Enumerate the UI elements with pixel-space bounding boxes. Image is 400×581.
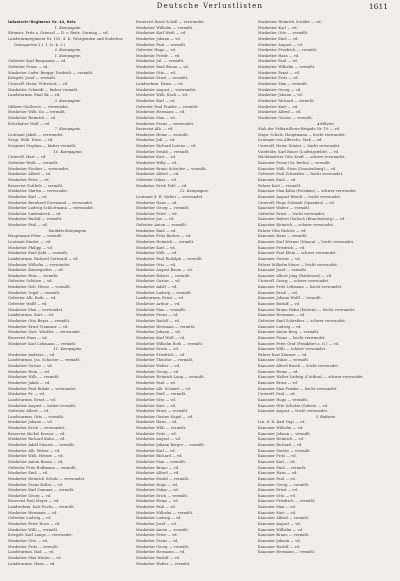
casualty-entry: Musketier Hermann — vd. bbox=[136, 550, 186, 555]
casualty-entry: Musketier Karl — vd. bbox=[136, 98, 176, 103]
casualty-entry: Musketier Johann — vd. bbox=[258, 93, 303, 98]
casualty-entry: Musketier Martin — verwundet. bbox=[8, 189, 69, 194]
casualty-entry: Musketier Karl — vd. bbox=[8, 194, 48, 199]
casualty-entry: Leutnant d. R. Walter — verwundet. bbox=[136, 194, 204, 199]
casualty-entry: Musketier Hermann — vermißt. bbox=[136, 324, 196, 329]
casualty-entry: Musketier Philipp — vd. bbox=[8, 245, 54, 250]
casualty-entry: Kanonier Heinz — vd. bbox=[258, 369, 299, 374]
casualty-entry: Landsturmm. Richard Gottwald — vd. bbox=[8, 256, 79, 261]
casualty-entry: Musketier Georg — vermißt. bbox=[136, 206, 190, 211]
casualty-entry: Kanonier Richard — vd. bbox=[258, 443, 303, 448]
casualty-entry: Musketier Karl Sommer — vermißt. bbox=[8, 488, 75, 493]
casualty-entry: Musketier Wilhelm — vermißt. bbox=[258, 65, 316, 70]
casualty-entry: Musketier Heinz — vd. bbox=[136, 499, 179, 504]
casualty-entry: Kanonier Wilhelm — vd. bbox=[258, 426, 304, 431]
casualty-entry: Kanonier Ernst — vd. bbox=[258, 381, 299, 385]
unit-heading: Infanterie-Regiment Nr. 44, Reiz bbox=[8, 20, 76, 24]
casualty-entry: Musketier Emil — vd. bbox=[258, 36, 299, 41]
section-heading: 7. Kompagnie. bbox=[54, 127, 82, 132]
casualty-entry: Musketier Karl — vd. bbox=[258, 25, 298, 30]
casualty-entry: Kanonier Johann — vd. bbox=[258, 538, 301, 543]
casualty-entry: Reservist Michel Krause — vd. bbox=[8, 431, 66, 436]
casualty-entry: Fahrer Kurt Zimmer — vd. bbox=[258, 352, 308, 357]
casualty-entry: Musketier Oskar — vd. bbox=[136, 488, 179, 493]
casualty-entry: Musketier Georg — vd. bbox=[8, 493, 52, 498]
casualty-entry: Musketier Alfred — vd. bbox=[136, 471, 180, 476]
casualty-entry: Musketier Johann — vd. bbox=[8, 420, 53, 425]
casualty-entry: Reservist Haas — vd. bbox=[8, 335, 48, 340]
casualty-entry: Kanonier Paul Klein — schwer verwundet. bbox=[258, 251, 337, 256]
casualty-entry: Kriegsfr. Josef — vermißt. bbox=[8, 76, 57, 81]
casualty-entry: Musketier Erich Pohl — vd. bbox=[136, 183, 188, 188]
casualty-entry: Musketier Hans — vd. bbox=[136, 420, 178, 425]
casualty-entry: Musketier Rudolf — vd. bbox=[136, 318, 181, 323]
casualty-entry: Gefreiter Paul Franke — vermißt. bbox=[136, 104, 199, 109]
casualty-entry: Leutnant von Albrecht, Stab — vd. bbox=[258, 138, 323, 143]
casualty-entry: Kanonier Wilh. Stein (Oranienburg) — vd. bbox=[258, 166, 337, 171]
casualty-entry: Musketier Anton Braun — vd. bbox=[8, 459, 64, 464]
casualty-entry: Musketier Wilh. Ka — vermißt. bbox=[8, 110, 66, 115]
casualty-entry: Unteroff. Paul — vd. bbox=[258, 392, 296, 397]
casualty-entry: Kanonier August — leicht verwundet. bbox=[258, 409, 329, 414]
casualty-entry: Musketier Josef — vd. bbox=[136, 522, 178, 527]
casualty-entry: Musketier Wilh. Koch — vd. bbox=[136, 93, 188, 98]
casualty-entry: Musketier Max — vermißt. bbox=[136, 307, 187, 312]
casualty-entry: Musketier Ewald — vermißt. bbox=[136, 149, 190, 154]
casualty-entry: Kanonier Anton Berg — vermißt. bbox=[258, 330, 320, 335]
section-heading: 12. Kompagnie. bbox=[179, 189, 210, 194]
casualty-entry: Musketier Robert — vermißt. bbox=[136, 273, 191, 278]
casualty-entry: Musketier Richard Kuhn — vd. bbox=[8, 437, 66, 442]
casualty-entry: Gefreiter Anton — vermißt. bbox=[136, 223, 188, 228]
casualty-entry: Musketier Richard — vermißt. bbox=[258, 98, 315, 103]
casualty-entry: Musketier Peter Horn — vd. bbox=[8, 522, 61, 527]
casualty-entry: Musketier Joh. — vd. bbox=[136, 138, 176, 143]
casualty-entry: Musketier Franz — vd. bbox=[136, 538, 179, 543]
section-heading: Sanitäts-Kompagnie. bbox=[48, 228, 88, 233]
casualty-entry: Musketier Wilhelm — vermißt. bbox=[136, 25, 194, 30]
casualty-entry: Major Schulz, Hauptmann — leicht verwundet. bbox=[258, 132, 346, 137]
casualty-entry: Kanonier Rudolf — vd. bbox=[258, 302, 301, 307]
casualty-entry: Offizier-Stellvertr. — verwundet. bbox=[8, 104, 70, 109]
casualty-entry: Kanonier Georg — vermißt. bbox=[258, 482, 310, 487]
casualty-entry: Leutnant Kinder. — vd. bbox=[8, 239, 52, 244]
casualty-entry: Musketier Franz Keller — vd. bbox=[8, 482, 64, 487]
casualty-entry: Musketier Paul — vermißt. bbox=[136, 42, 187, 47]
casualty-entry: Musketier Willi — vermißt. bbox=[136, 426, 187, 431]
casualty-entry: Musketier Adolf Maurer — vermißt. bbox=[8, 443, 76, 448]
text-column-1 bbox=[8, 20, 128, 576]
casualty-entry: Kanonier Johann — vermißt. bbox=[258, 431, 312, 436]
page-header bbox=[0, 2, 400, 16]
casualty-entry: Musketier Arthur — vd. bbox=[136, 302, 181, 307]
casualty-entry: Musketier Gustav — vd. bbox=[136, 279, 181, 284]
casualty-entry: Musketier Otto — vd. bbox=[136, 70, 177, 75]
casualty-entry: Kanonier Karl — vd. bbox=[258, 459, 296, 464]
casualty-entry: Gefreiter Wolff — vd. bbox=[8, 302, 48, 307]
casualty-entry: Musketier August — vd. bbox=[136, 437, 181, 442]
casualty-entry: Musketier Max — vermißt. bbox=[258, 82, 309, 87]
casualty-entry: Kanonier Alfred Busch — leicht verwundet. bbox=[258, 364, 340, 369]
casualty-entry: Musketier Friedrich — vd. bbox=[136, 352, 186, 357]
casualty-entry: Musketier Kurt — vd. bbox=[258, 104, 299, 109]
casualty-entry: Rittmstr. Fritz a. Grimsel — II. v. Reitz. Sorntag — vd. bbox=[8, 31, 109, 36]
casualty-entry: Musketier Gustav Nagel — vd. bbox=[136, 414, 194, 419]
casualty-entry: Musketier Hermann — vd. bbox=[136, 110, 186, 115]
casualty-entry: Musketier Ernst — vd. bbox=[258, 70, 301, 75]
casualty-entry: Kanonier August — vd. bbox=[258, 522, 301, 527]
casualty-entry: Musketier Kannegießer — vd. bbox=[8, 268, 64, 273]
casualty-entry: Musketier Heinrich — vd. bbox=[8, 115, 57, 120]
casualty-entry: Musketier Franz — verwundet. bbox=[136, 121, 195, 126]
casualty-entry: Gefreiter Schütze — vd. bbox=[8, 279, 53, 284]
casualty-entry: Musketier Otto — vd. bbox=[8, 538, 49, 543]
casualty-entry: Kanonier Hermann — vermißt. bbox=[258, 550, 316, 555]
casualty-entry: Ltn. d. R. Karl Vogt — vd. bbox=[258, 420, 306, 425]
casualty-entry: Musketier Wilh. — vd. bbox=[136, 251, 178, 256]
casualty-entry: Musketier Jakob — vd. bbox=[8, 381, 51, 385]
casualty-entry: Musketier Peter — vd. bbox=[8, 177, 50, 182]
casualty-entry: Musketier Alfred — vd. bbox=[258, 110, 302, 115]
casualty-entry: Reservist Gottlieb — vermißt. bbox=[8, 183, 64, 188]
casualty-entry: Fahrer Karl — vermißt. bbox=[258, 183, 302, 188]
section-heading: Artillerie. bbox=[316, 121, 336, 126]
casualty-entry: Musketier Paul — vd. bbox=[136, 505, 176, 510]
casualty-entry: Musketier Karl — vd. bbox=[136, 448, 176, 453]
section-heading: 3. Kompagnie. bbox=[54, 98, 82, 103]
casualty-entry: Musketier Fritz — vermißt. bbox=[8, 544, 60, 549]
casualty-entry: Unteroff. Hart — vd. bbox=[8, 155, 47, 160]
casualty-entry: Kanonier Franz — leicht verwundet. bbox=[258, 335, 326, 340]
casualty-entry: Kanonier Paul — vd. bbox=[258, 476, 296, 481]
section-heading: 1. Kompagnie. bbox=[54, 25, 82, 30]
casualty-entry: Musketier Wilh. Heinze — vd. bbox=[8, 454, 64, 459]
casualty-entry: Musketier Heinrich — vermißt. bbox=[136, 239, 195, 244]
casualty-entry: Musketier Hinz — vermißt. bbox=[8, 273, 59, 278]
casualty-entry: Kanonier Bruno — vermißt. bbox=[258, 533, 310, 538]
casualty-entry: Kanonier Franz (Gr. Berlin) — vermißt. bbox=[258, 161, 332, 166]
section-heading: 3. Batterie. bbox=[315, 414, 337, 419]
casualty-entry: Musketier Anton — vermißt. bbox=[136, 527, 190, 532]
casualty-entry: Fahrer Otto Richter — vd. bbox=[258, 228, 307, 233]
casualty-entry: Musketier Emil Braun — vd. bbox=[136, 65, 189, 70]
casualty-entry: Musketier Richard — vd. bbox=[136, 454, 183, 459]
casualty-entry: Musketier Willi — vermißt. bbox=[8, 527, 59, 532]
casualty-entry: Musketier Karl Wolf — vd. bbox=[136, 335, 186, 340]
casualty-entry: Kanonier Fritz Lehmann — leicht verwundet. bbox=[258, 285, 343, 290]
casualty-entry: Musketier Otto — vd. bbox=[136, 397, 177, 402]
casualty-entry: Musketier Rudolf — vd. bbox=[136, 555, 181, 560]
casualty-entry: Sergeant Stephan — bisher vermißt. bbox=[8, 144, 77, 149]
casualty-entry: Kanonier Rudolf — vd. bbox=[258, 544, 301, 549]
casualty-entry: Gefreiter Albert — vd. bbox=[8, 409, 50, 414]
casualty-entry: Sergt. Wilh. Dietr. — vd. bbox=[8, 138, 54, 143]
casualty-entry: Kanonier Heinrich — schwer verwundet. bbox=[258, 223, 335, 228]
casualty-entry: Kanonier Oskar — vermißt. bbox=[258, 358, 310, 363]
casualty-entry: Kanonier Peter Graf (Frankfurt a. O.) — vd. bbox=[258, 341, 340, 346]
casualty-entry: Gefreiter Hugo — vd. bbox=[136, 48, 177, 53]
casualty-entry: Kanonier Hermann — vd. bbox=[258, 313, 306, 318]
casualty-entry: Musketier Hugo — vd. bbox=[136, 482, 178, 487]
casualty-entry: Gefreiter Ernst — leicht verwundet. bbox=[258, 211, 326, 216]
casualty-entry: Kanonier Fritz — vd. bbox=[258, 454, 297, 459]
casualty-entry: Musketier Willy — vd. bbox=[136, 161, 178, 166]
casualty-entry: Musketier Emil — vd. bbox=[8, 471, 49, 476]
text-column-2 bbox=[136, 20, 253, 576]
casualty-entry: Musketier Fritz Becker — vd. bbox=[136, 234, 192, 239]
casualty-entry: Musketier Karl Lehmann — vermißt. bbox=[8, 341, 77, 346]
casualty-entry: Musketier Heinrich Schulz — verwundet. bbox=[8, 476, 86, 481]
casualty-entry: Musketier Ernst — vermißt. bbox=[136, 409, 189, 414]
casualty-entry: Musketier Paul Rudolph — vermißt. bbox=[136, 256, 203, 261]
casualty-entry: Musketier Otto Beyer — vermißt. bbox=[8, 318, 71, 323]
casualty-entry: Musketier Gustav — vd. bbox=[8, 364, 53, 369]
casualty-entry: Landwehrm. Karl Fuchs — vermißt. bbox=[8, 505, 75, 510]
casualty-entry: Musketier Gust. Winkler — verwundet. bbox=[8, 330, 82, 335]
casualty-entry: Musketier Ludwig Schlottmann — verwundet. bbox=[8, 206, 95, 211]
casualty-entry: Musketier Max — vd. bbox=[136, 115, 176, 120]
casualty-entry: Musketier Vogel — vermißt. bbox=[8, 290, 61, 295]
casualty-entry: Musketier Richard Lorenz — vd. bbox=[136, 144, 197, 149]
casualty-entry: Unteroff. Heinr. Wittstock — vd. bbox=[8, 82, 69, 87]
casualty-entry: Musketier Heinrich Schäfer — vd. bbox=[258, 20, 322, 24]
casualty-entry: Kanonier Ludwig — vd. bbox=[258, 324, 302, 329]
casualty-entry: Musketier Fritz — vd. bbox=[136, 431, 177, 436]
casualty-entry: Musketier Franz — vd. bbox=[136, 313, 179, 318]
casualty-entry: Kanonier Josef — vermißt. bbox=[258, 268, 308, 273]
casualty-entry: Kanonier Hans — vermißt. bbox=[258, 234, 308, 239]
casualty-entry: Musketier Jul. — vermißt. bbox=[136, 59, 185, 64]
casualty-entry: Musketier August — vd. bbox=[258, 42, 303, 47]
casualty-entry: Musketier Alb. Weber — vd. bbox=[8, 448, 61, 453]
casualty-entry: Landwehrm. Heinr. — vd. bbox=[136, 82, 184, 87]
casualty-entry: Musketier Adolf — vd. bbox=[136, 285, 178, 290]
casualty-entry: Kanonier Albert Jung (Rathenow) — vd. bbox=[258, 273, 333, 278]
casualty-entry: Kanonier Robert Gerlach (Brandenburg) — vd. bbox=[258, 217, 346, 222]
casualty-entry: Musketier Johann — vd. bbox=[136, 330, 181, 335]
casualty-entry: Musketier Walter — vermißt. bbox=[136, 561, 191, 566]
page-title: Deutsche Verlustlisten bbox=[156, 2, 264, 10]
casualty-entry: Erlerbalter Wulf — vd. bbox=[8, 121, 51, 126]
casualty-entry: Unteroff. Hugo Schmidt (Spandau) — vd. bbox=[258, 200, 335, 205]
casualty-entry: Kanonier Johann Wolff — vermißt. bbox=[258, 296, 322, 301]
casualty-entry: Musketier Lindenbeck — vd. bbox=[8, 211, 62, 216]
casualty-entry: Musketier Kurt — vd. bbox=[136, 403, 177, 408]
casualty-entry: Stab der Feldartillerie-Brigade Nr. 19 — vd. bbox=[258, 127, 341, 132]
casualty-entry: Musketier Karl Weiß — vd. bbox=[136, 31, 187, 36]
casualty-entry: Kanonier Otto — vd. bbox=[258, 493, 297, 498]
casualty-entry: Fahrer Wilhelm Meier — leicht verwundet. bbox=[258, 262, 339, 267]
casualty-entry: Musketier Peter — vd. bbox=[136, 211, 178, 216]
casualty-entry: Kanonier Friedrich — vd. bbox=[258, 245, 306, 250]
casualty-entry: Musketier Erich — vermißt. bbox=[136, 493, 189, 498]
casualty-entry: Musketier Emil Kohl — vermißt. bbox=[8, 251, 69, 256]
casualty-entry: Musketier Erwin — vd. bbox=[136, 347, 180, 352]
casualty-entry: Gefreiter Paul Schneider — leicht verwundet. bbox=[258, 172, 344, 177]
casualty-entry: Kanonier Bruno Hahn (Küstrin) — leicht verwundet. bbox=[258, 307, 356, 312]
casualty-entry: Landsturmm. Ernst — vd. bbox=[136, 296, 185, 301]
casualty-entry: Musketier Alfred — vd. bbox=[8, 172, 52, 177]
casualty-entry: Musketier Erich — verwundet. bbox=[8, 426, 66, 431]
text-column-3 bbox=[258, 20, 394, 576]
casualty-entry: Musketier Hans — vd. bbox=[258, 53, 300, 58]
casualty-entry: Kanonier Gustav — vermißt. bbox=[258, 448, 312, 453]
casualty-entry: Musketier Heinz — vermißt. bbox=[136, 132, 189, 137]
casualty-entry: Musketier Wilh. — vermißt. bbox=[8, 375, 60, 380]
casualty-entry: Kanonier Erich — vd. bbox=[258, 290, 298, 295]
casualty-entry: Musketier Fritz — vd. bbox=[258, 76, 299, 81]
casualty-entry: Leutnant Jakob — verwundet. bbox=[8, 132, 64, 137]
casualty-entry: Gefreiter Franz — vd. bbox=[8, 65, 49, 70]
casualty-entry: Wachtmeister Otto Kraft — schwer verwundet. bbox=[258, 155, 346, 160]
casualty-entry: Musketier Ludwig — vd. bbox=[136, 516, 182, 521]
casualty-entry: Landsturmm. Otto — vermißt. bbox=[8, 414, 65, 419]
casualty-entry: Kanonier Willi — schwer verwundet. bbox=[258, 347, 327, 352]
casualty-entry: Musketier Gustav — vermißt. bbox=[258, 115, 314, 120]
casualty-entry: Gefreiter Fritz Hoffmann — vermißt. bbox=[8, 465, 77, 470]
casualty-entry: Kanonier Max — vd. bbox=[258, 505, 296, 510]
casualty-entry: Musketier Friedrich — vermißt. bbox=[258, 48, 318, 53]
casualty-entry: Musketier Bernhard Dortmund — verwundet. bbox=[8, 200, 94, 205]
casualty-entry: Musketier Jos. — vd. bbox=[136, 217, 175, 222]
casualty-entry: Musketier Georg — vd. bbox=[258, 87, 302, 92]
casualty-entry: Musketier Max — vermißt. bbox=[136, 459, 187, 464]
casualty-entry: Kanonier Hans — vd. bbox=[258, 471, 298, 476]
casualty-entry: Musketier Andreas — vd. bbox=[8, 352, 56, 357]
casualty-entry: Kanonier Hugo — vermißt. bbox=[258, 397, 309, 402]
casualty-entry: Landsturmregiment Nr. 105, 4. K. (Worgenden und Suderhus bbox=[8, 36, 123, 41]
casualty-entry: Landsturmm. Kurt — vd. bbox=[8, 313, 55, 318]
casualty-entry: Kanonier Friedrich — vermißt. bbox=[258, 499, 316, 504]
casualty-entry: Kanonier Otto Schulze (Guben) — vd. bbox=[258, 403, 329, 408]
casualty-entry: Reservist Alb. — vd. bbox=[136, 127, 174, 132]
casualty-entry: Gefreiter Oskar — vd. bbox=[136, 177, 177, 182]
casualty-entry: Musketier Otto — vermißt. bbox=[258, 31, 309, 36]
casualty-entry: Musketier Wilhelm — vermißt. bbox=[136, 510, 194, 515]
casualty-entry: Musketier Schmidt — bisher vermißt. bbox=[8, 87, 79, 92]
casualty-entry: Kanonier Max Franke — leicht verwundet. bbox=[258, 386, 338, 391]
casualty-entry: Musketier Heinrich Lang — vermißt. bbox=[136, 375, 205, 380]
casualty-entry: Musketier Wilhelm Roth — vermißt. bbox=[136, 341, 204, 346]
casualty-entry: Kanonier Wilhelm — vd. bbox=[258, 527, 304, 532]
casualty-entry: Musketier Alb. Schmitt — vd. bbox=[136, 386, 192, 391]
casualty-entry: Gefreiter Emil Schreiber — schwer verwundet. bbox=[258, 318, 347, 323]
casualty-entry: Reservist Ernst Schall — verwundet. bbox=[136, 20, 205, 24]
casualty-entry: Musketier August — verwundet. bbox=[136, 87, 197, 92]
casualty-entry: Kanonier Walter — vermißt. bbox=[258, 206, 311, 211]
casualty-entry: Musketier Alfred — vd. bbox=[136, 172, 180, 177]
casualty-entry: Musketier Otto — vd. bbox=[136, 262, 177, 267]
casualty-entry: Musketier Hans — vd. bbox=[136, 200, 178, 205]
casualty-entry: Musketier Ewald — vermißt. bbox=[136, 476, 190, 481]
casualty-entry: Musketier Johann Berger — vermißt. bbox=[136, 443, 206, 448]
casualty-entry: Kanonier Kurt — vd. bbox=[258, 510, 297, 515]
section-heading: 2. Kompagnie. bbox=[54, 48, 82, 53]
casualty-entry: Musketier Karl — vd. bbox=[136, 245, 176, 250]
casualty-entry: Musketier Fr. — vd. bbox=[8, 392, 45, 397]
casualty-entry: Landsturmm. Emil Sk — vd. bbox=[8, 93, 61, 98]
section-heading: 10. Kompagnie. bbox=[53, 149, 83, 154]
casualty-entry: Unteroff. Heinr. Winter — leicht verwundet. bbox=[258, 144, 341, 149]
casualty-entry: Musketier Bruno — vd. bbox=[136, 465, 180, 470]
casualty-entry: Gefreiter Karl Bergmann — vd. bbox=[8, 59, 67, 64]
casualty-entry: Musketier Paul Rohde — verwundet. bbox=[8, 386, 77, 391]
casualty-entry: Musketier Georg — vermißt. bbox=[136, 544, 190, 549]
casualty-entry: Musketier Theodor — vermißt. bbox=[136, 358, 194, 363]
casualty-entry: Musketier August Baum — vd. bbox=[136, 268, 193, 273]
casualty-entry: Hauptmann Peter — vermißt. bbox=[8, 234, 63, 239]
casualty-entry: Musketier Ludw. Berggr. Diedrich — vermißt. bbox=[8, 70, 94, 75]
casualty-entry: Unteroff. Georg — schwer verwundet. bbox=[258, 279, 330, 284]
casualty-entry: Musketier Fischer — verwundet. bbox=[8, 166, 70, 171]
casualty-entry: Kanonier Karl Werner (Nauen) — leicht verwundet. bbox=[258, 239, 355, 244]
casualty-entry: Musketier Paul — vd. bbox=[258, 59, 298, 64]
casualty-entry: Kanonier Max Kühn (Potsdam) — schwer verwundet. bbox=[258, 189, 357, 194]
casualty-entry: Landsturmm. Rud. — vd. bbox=[8, 550, 55, 555]
casualty-entry: Gefreiter Weiß. — vermißt. bbox=[8, 161, 59, 166]
casualty-entry: Musketier Ernst Trommer — vd. bbox=[8, 324, 69, 329]
casualty-entry: Musketier Peter — vd. bbox=[136, 533, 178, 538]
casualty-entry: Kanonier Heinrich — vd. bbox=[258, 437, 305, 442]
casualty-entry: Landsturmm. Ernst — vd. bbox=[8, 397, 57, 402]
casualty-entry: Kanonier Gustav — vd. bbox=[258, 256, 301, 261]
casualty-entry: Musketier Ludwig — vermißt. bbox=[136, 290, 192, 295]
casualty-entry: Gefreiter Ludwig — vd. bbox=[8, 516, 52, 521]
section-heading: 11. Kompagnie. bbox=[53, 347, 83, 352]
casualty-entry: Kanonier August Wendt — leicht verwundet. bbox=[258, 194, 342, 199]
casualty-entry: Kanonier Ernst — vd. bbox=[258, 488, 299, 493]
casualty-entry: Musketier Rob. Hesse — vermißt. bbox=[8, 285, 72, 290]
casualty-entry: Musketier Hermann — vd. bbox=[8, 510, 58, 515]
casualty-entry: Musketier Max — verwundet. bbox=[8, 307, 64, 312]
casualty-entry: Musketier Walter — vd. bbox=[136, 364, 181, 369]
section-heading: 1. Kompagnie. bbox=[54, 53, 82, 58]
casualty-entry: Kanonier Alfred — vermißt. bbox=[258, 516, 310, 521]
casualty-entry: Musketier Johann — vd. bbox=[136, 36, 181, 41]
casualty-entry: Gefreiter Alb. Roth. — vd. bbox=[8, 296, 57, 301]
casualty-entry: Musketier Emil — vermißt. bbox=[136, 392, 187, 397]
casualty-entry: Musketier August — bisher vermißt. bbox=[8, 403, 77, 408]
casualty-entry: Musketier Rudolf — vermißt. bbox=[8, 217, 63, 222]
page-number: 1611 bbox=[368, 2, 388, 11]
casualty-entry: Reservist Paul Meyer — vd. bbox=[8, 499, 60, 504]
casualty-entry: Musketier Friedr. — vd. bbox=[136, 53, 181, 58]
casualty-entry: Musketier Kurt — vd. bbox=[136, 155, 177, 160]
casualty-entry: Geinsgarten 2 i. 1. (s. k. 3.) bbox=[14, 42, 66, 47]
casualty-entry: Kanonier Walter Ludwig (Cottbus) — schwer verwundet. bbox=[258, 375, 364, 380]
casualty-entry: Musketier Georg — vd. bbox=[136, 369, 180, 374]
casualty-entry: Musketier Max Winter — vd. bbox=[8, 555, 62, 560]
casualty-entry: Kriegsfr. Karl Lange — verwundet. bbox=[8, 533, 73, 538]
casualty-entry: Landsturmm. Jos. Schuster — vermißt. bbox=[8, 358, 81, 363]
casualty-entry: Landsturmm. Hans — vd. bbox=[8, 561, 56, 566]
casualty-entry: Musketier Ernst — vermißt. bbox=[136, 76, 189, 81]
casualty-entry: Kanonier Emil — vd. bbox=[258, 177, 297, 182]
casualty-entry: Kanonier Emil — vermißt. bbox=[258, 465, 307, 470]
casualty-entry: Vizefeldw. Karl Bauer (Ludwigsfelde) — vd. bbox=[258, 149, 340, 154]
casualty-entry: Musketier Wilhelm — verwundet. bbox=[8, 262, 71, 267]
casualty-entry: Musketier Bruno Schröter — vermißt. bbox=[136, 166, 208, 171]
casualty-entry: Musketier Emil — vd. bbox=[136, 228, 177, 233]
casualty-entry: Musketier Paul — vd. bbox=[8, 223, 48, 228]
casualty-entry: Musketier Paul — vd. bbox=[136, 381, 176, 385]
casualty-entry: Musketier Hein. — vd. bbox=[8, 369, 50, 374]
